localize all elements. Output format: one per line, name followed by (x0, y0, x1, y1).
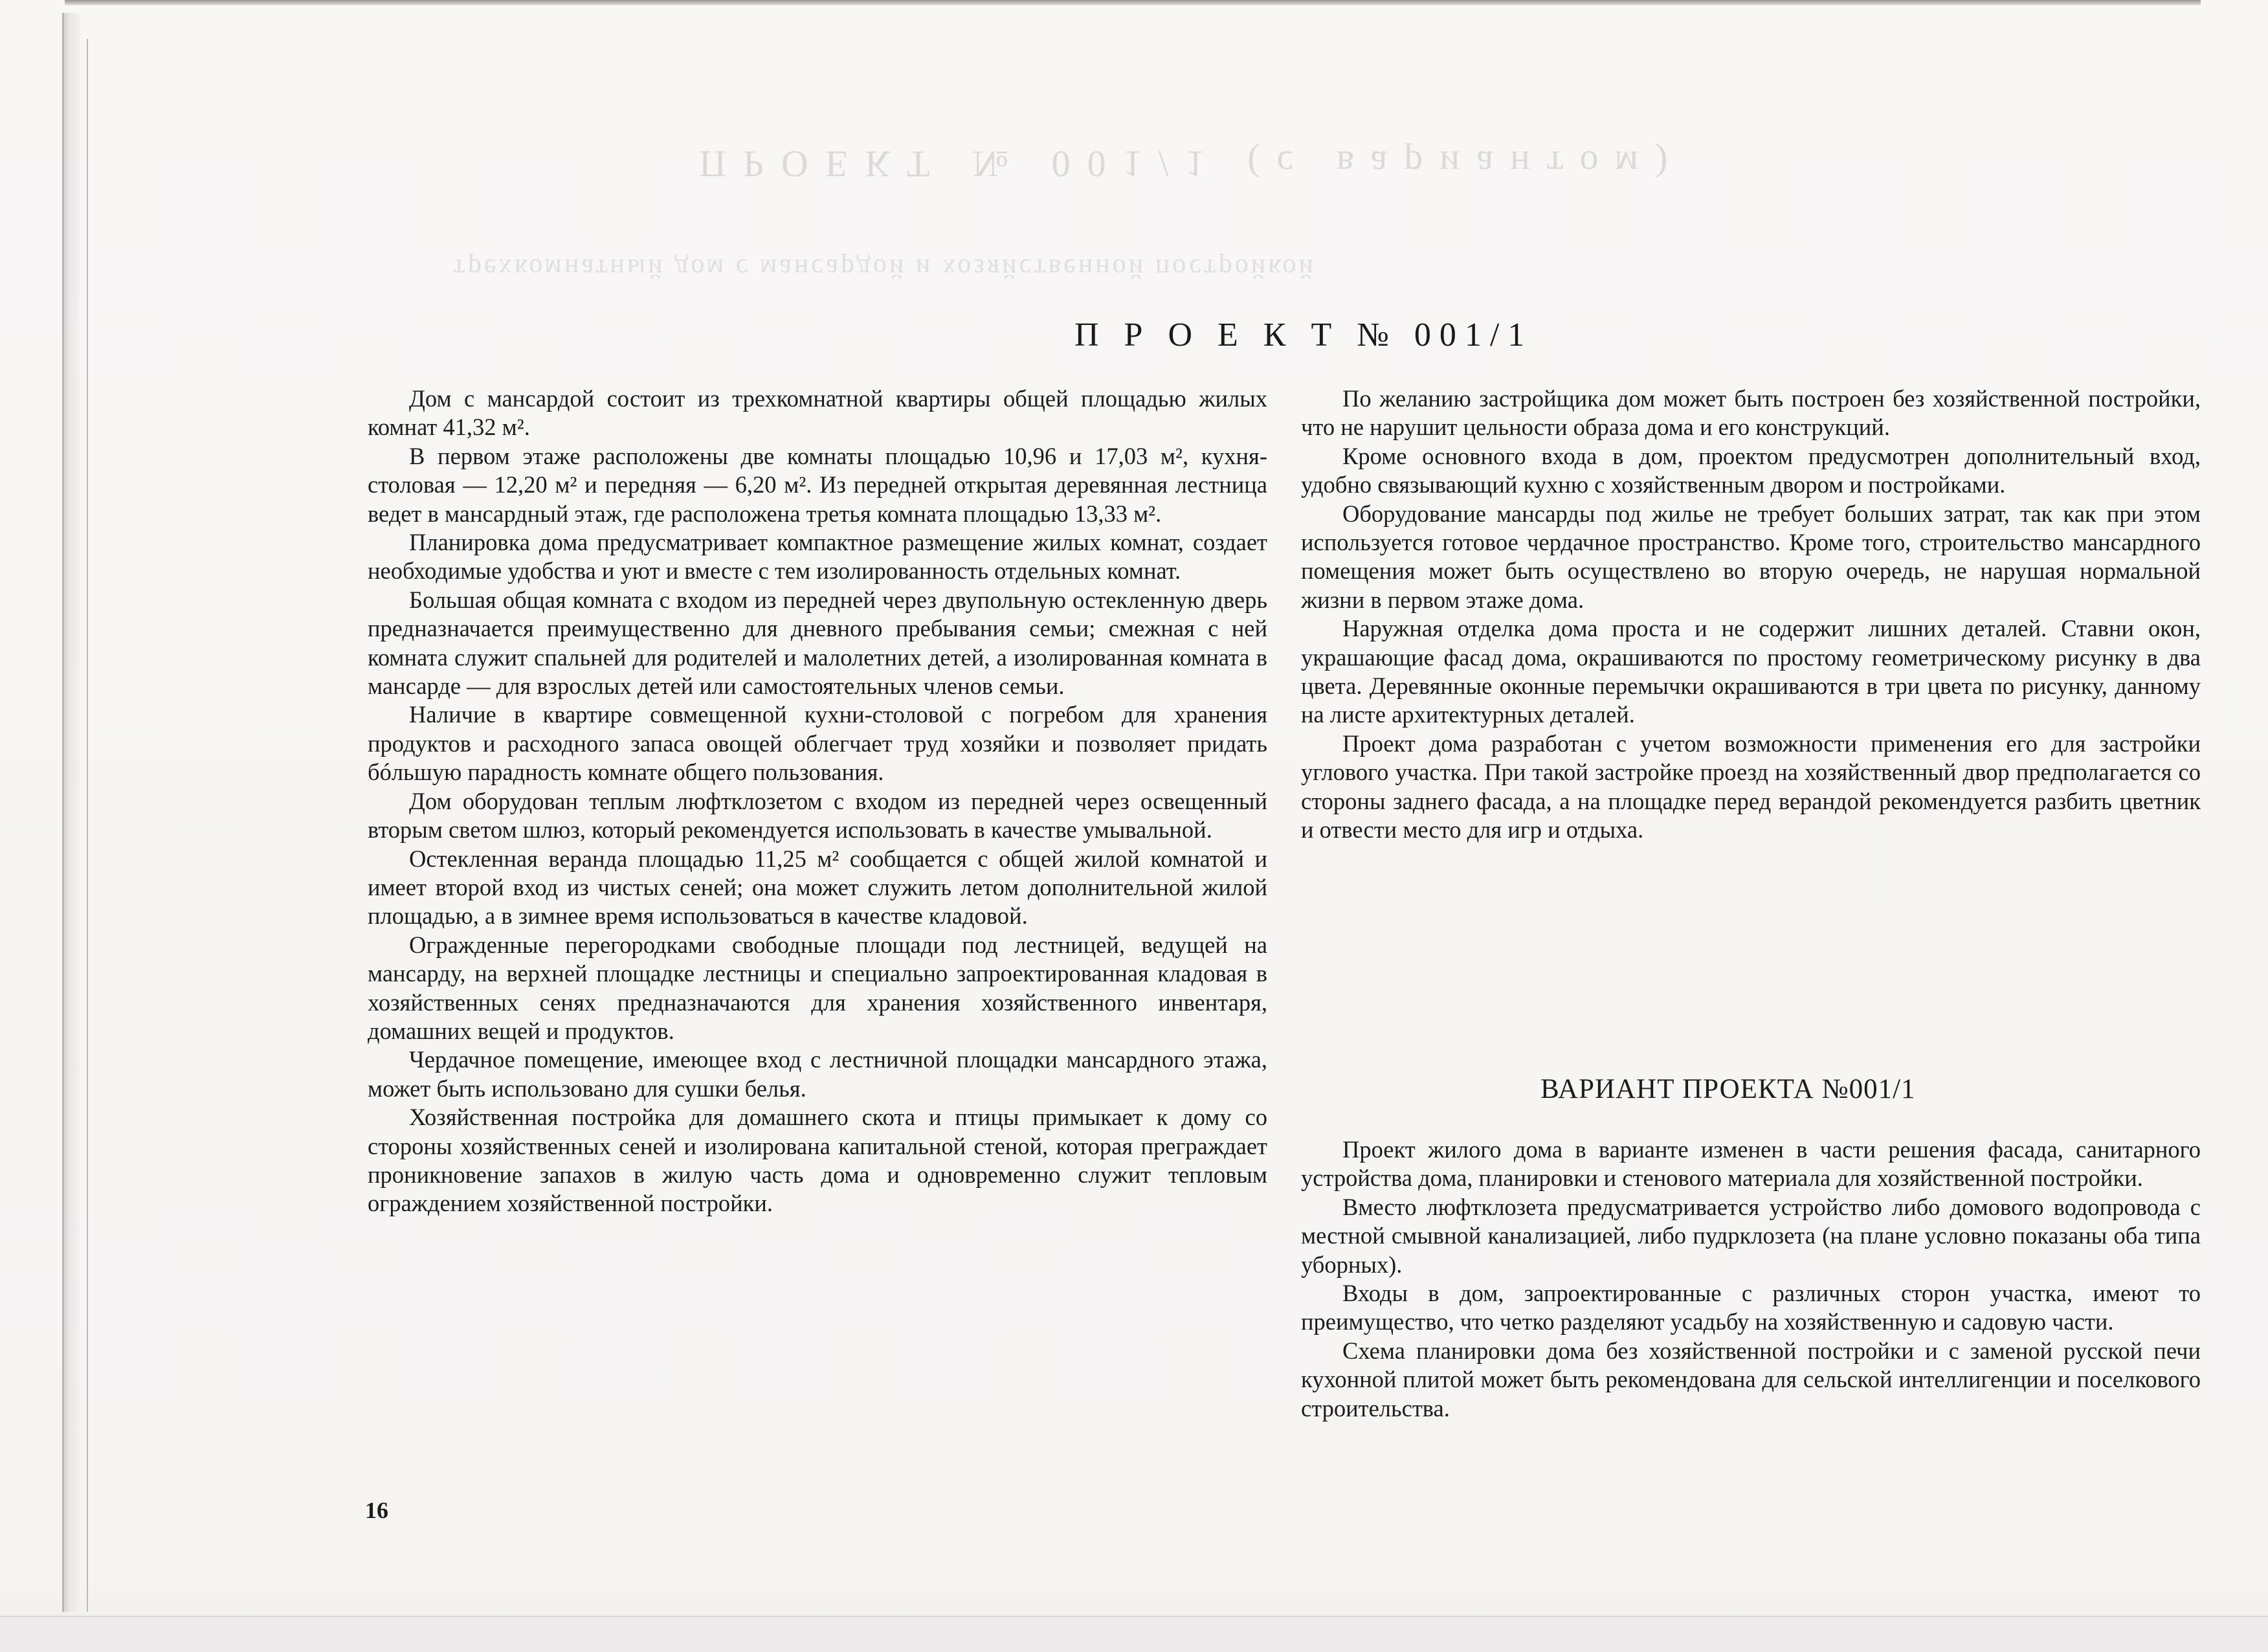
paragraph: Входы в дом, запроектированные с различных сторон участка, имеют то преимущество, что четко разделяют усадьбу на хозяйственную и садовую части. (1301, 1280, 2201, 1335)
paragraph: Дом с мансардой состоит из трехкомнатной квартиры общей площадью жилых комнат 41,32 м². (368, 385, 1267, 441)
variant-column (1301, 1135, 2201, 1423)
binding-edge (62, 13, 80, 1612)
right-column (1301, 385, 2201, 845)
paragraph: По желанию застройщика дом может быть построен без хозяйственной постройки, что не нарушит цельности образа дома и его конструкций. (1301, 385, 2201, 441)
binding-line (87, 39, 88, 1612)
paragraph: Остекленная веранда площадью 11,25 м² сообщается с общей жилой комнатой и имеет второй вход из чистых сеней; она может служить летом дополнительной жилой площадью, а в зимнее время использоваться в качестве кладовой. (368, 845, 1267, 930)
paragraph: Наружная отделка дома проста и не содержит лишних деталей. Ставни окон, украшающие фасад дома, окрашиваются по простому геометрическому рисунку в два цвета. Деревянные оконные перемычки окрашиваются в три цвета по рисунку, данному на листе архитектурных деталей. (1301, 615, 2201, 728)
page-number: 16 (365, 1497, 388, 1523)
paragraph: Огражденные перегородками свободные площади под лестницей, ведущей на мансарду, на верхней площадке лестницы и специально запроектированная кладовая в хозяйственных сенях предназначаются для хранения хозяйственного инвентаря, домашних вещей и продуктов. (368, 931, 1267, 1044)
paragraph: Дом оборудован теплым люфтклозетом с входом из передней через освещенный вторым светом шлюз, который рекомендуется использовать в качестве умывальной. (368, 787, 1267, 843)
paragraph: Проект дома разработан с учетом возможности применения его для застройки углового участка. При такой застройке проезд на хозяйственный двор предполагается со стороны заднего фасада, а на площадке перед верандой рекомендуется разбить цветник и отвести место для игр и отдыха. (1301, 730, 2201, 843)
paragraph: Схема планировки дома без хозяйственной постройки и с заменой русской печи кухонной плитой может быть рекомендована для сельской интеллигенции и поселкового строительства. (1301, 1337, 2201, 1422)
show-through-title: ПРОЕКТ № 001/1 (с вариантом) (699, 143, 1685, 185)
paragraph: Вместо люфтклозета предусматривается устройство либо домового водопровода с местной смывной канализацией, либо пудрклозета (на плане условно показаны оба типа уборных). (1301, 1193, 2201, 1278)
paragraph: Кроме основного входа в дом, проектом предусмотрен дополнительный вход, удобно связывающий кухню с хозяйственным двором и постройками. (1301, 442, 2201, 498)
page-title: П Р О Е К Т № 001/1 (1074, 317, 1533, 353)
left-column (368, 385, 1267, 1218)
variant-heading: ВАРИАНТ ПРОЕКТА №001/1 (1540, 1074, 1916, 1104)
show-through-subtitle: трехкомнатный дом с мансардой и хозяйственной постройкой (453, 253, 1317, 283)
paragraph: В первом этаже расположены две комнаты площадью 10,96 и 17,03 м², кухня-столовая — 12,20 м² и передняя — 6,20 м². Из передней открытая деревянная лестница ведет в мансардный этаж, где расположена третья комната площадью 13,33 м². (368, 442, 1267, 527)
paragraph: Планировка дома предусматривает компактное размещение жилых комнат, создает необходимые удобства и уют и вместе с тем изолированность отдельных комнат. (368, 529, 1267, 585)
paragraph: Проект жилого дома в варианте изменен в части решения фасада, санитарного устройства дома, планировки и стенового материала для хозяйственной постройки. (1301, 1136, 2201, 1192)
paragraph: Большая общая комната с входом из передней через двупольную остекленную дверь предназначается преимущественно для дневного пребывания семьи; смежная с ней комната служит спальней для родителей и малолетних детей, а изолированная комната в мансарде — для взрослых детей или самостоятельных членов семьи. (368, 586, 1267, 700)
paragraph: Хозяйственная постройка для домашнего скота и птицы примыкает к дому со стороны хозяйственных сеней и изолирована капитальной стеной, которая преграждает проникновение запахов в жилую часть дома и одновременно служит тепловым ограждением хозяйственной постройки. (368, 1104, 1267, 1217)
paragraph: Наличие в квартире совмещенной кухни-столовой с погребом для хранения продуктов и расходного запаса овощей облегчает труд хозяйки и позволяет придать бóльшую парадность комнате общего пользования. (368, 701, 1267, 786)
top-page-edge (65, 0, 2201, 5)
paragraph: Оборудование мансарды под жилье не требует больших затрат, так как при этом используется готовое чердачное пространство. Кроме того, строительство мансардного помещения может быть осуществлено во вторую очередь, не нарушая нормальной жизни в первом этаже дома. (1301, 500, 2201, 613)
paragraph: Чердачное помещение, имеющее вход с лестничной площадки мансардного этажа, может быть использовано для сушки белья. (368, 1046, 1267, 1102)
scan-bottom-margin (0, 1616, 2268, 1652)
